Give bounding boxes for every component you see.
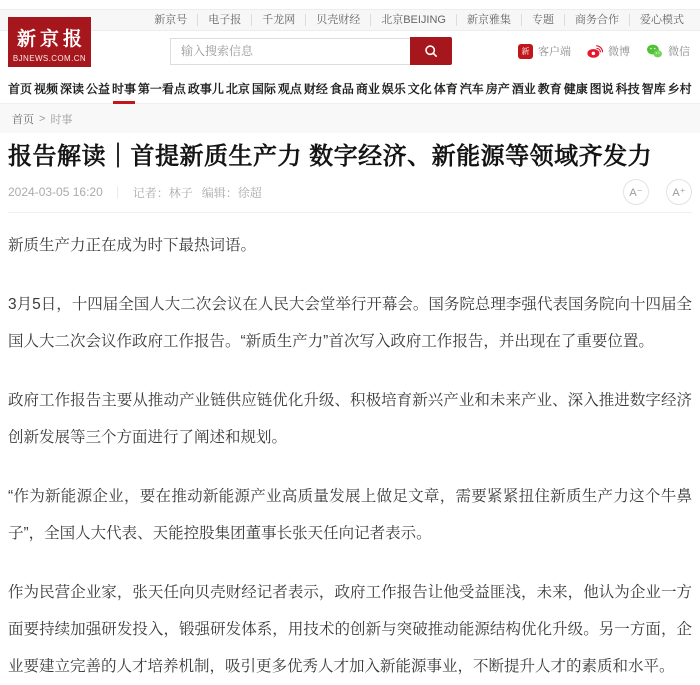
nav-item-liquor[interactable]: 酒业 [511,81,536,96]
nav-item-education[interactable]: 教育 [537,81,562,96]
search-input[interactable] [170,38,410,65]
nav-item-thinktank[interactable]: 智库 [641,81,666,96]
breadcrumb-current: 时事 [50,113,73,126]
article-body [8,227,692,685]
article-title: 报告解读｜首提新质生产力 数字经济、新能源等领域齐发力 [8,143,653,170]
wechat-link[interactable] [646,43,690,59]
site-logo-subtitle: BJNEWS.COM.CN [12,54,87,63]
nav-item-politics[interactable]: 政事儿 [187,81,224,96]
nav-item-sports[interactable]: 体育 [433,81,458,96]
nav-item-pictures[interactable]: 图说 [589,81,614,96]
topbar-link-beijing[interactable]: 北京BEIJING [370,14,456,26]
nav-item-home[interactable]: 首页 [8,81,33,96]
meta-divider [8,212,692,213]
site-logo[interactable] [8,17,91,67]
weibo-label: 微博 [608,46,630,58]
app-client-icon: 新 [518,44,533,59]
site-logo-title: 新京报 [16,29,86,50]
nav-item-culture[interactable]: 文化 [407,81,432,96]
topbar-link-business[interactable]: 商务合作 [564,14,629,26]
breadcrumb-home[interactable]: 首页 [12,113,34,126]
weibo-icon [587,43,603,59]
nav-item-current-affairs[interactable]: 时事 [111,81,136,96]
app-client-label: 客户端 [538,46,571,58]
article-paragraph: 新质生产力正在成为时下最热词语。 [8,237,257,254]
weibo-link[interactable] [587,43,630,59]
font-size-controls [623,179,692,205]
article-paragraph: 作为民营企业家，张天任向贝壳财经记者表示，政府工作报告让他受益匪浅，未来，他认为企业一方面要持续加强研发投入，锻强研发体系，用技术的创新与突破推动能源结构优化升级。另一方面，企业要建立完善的人才培养机制，吸引更多优秀人才加入新能源事业，不断提升人才的素质和水平。 [8,584,692,675]
nav-item-beijing[interactable]: 北京 [225,81,250,96]
topbar-link-care-mode[interactable]: 爱心模式 [629,14,694,26]
nav-item-tech[interactable]: 科技 [615,81,640,96]
nav-item-realestate[interactable]: 房产 [485,81,510,96]
topbar-link-zhuanti[interactable]: 专题 [521,14,564,26]
search-row [0,31,700,71]
article-content [0,142,700,685]
nav-item-rural[interactable]: 乡村 [667,81,692,96]
breadcrumb-separator: > [39,112,46,125]
article-meta [8,179,692,205]
nav-item-video[interactable]: 视频 [33,81,58,96]
app-client-link[interactable] [518,43,571,59]
wechat-icon [646,43,663,59]
nav-item-deepread[interactable]: 深读 [59,81,84,96]
nav-item-opinion[interactable]: 观点 [277,81,302,96]
nav-item-food[interactable]: 食品 [329,81,354,96]
nav-item-entertainment[interactable]: 娱乐 [381,81,406,96]
main-nav [0,73,700,103]
nav-item-finance[interactable]: 财经 [303,81,328,96]
nav-item-international[interactable]: 国际 [251,81,276,96]
topbar-link-yaji[interactable]: 新京雅集 [456,14,521,26]
topbar-link-xinjinghao[interactable]: 新京号 [154,14,188,26]
nav-item-commerce[interactable]: 商业 [355,81,380,96]
font-increase-button[interactable]: A⁺ [666,179,692,205]
article-reporter: 记者：林子 [132,185,193,200]
search-button[interactable] [410,37,452,65]
meta-separator: ｜ [111,185,124,200]
nav-item-first-look[interactable]: 第一看点 [137,81,186,96]
topbar-link-beike[interactable]: 贝壳财经 [305,14,370,26]
social-links [518,31,690,71]
topbar-link-epaper[interactable]: 电子报 [197,14,251,26]
wechat-label: 微信 [668,46,690,58]
breadcrumb [0,103,700,133]
topbar-link-qianlong[interactable]: 千龙网 [251,14,305,26]
nav-item-health[interactable]: 健康 [563,81,588,96]
topbar [0,9,700,31]
nav-item-auto[interactable]: 汽车 [459,81,484,96]
font-decrease-button[interactable]: A⁻ [623,179,649,205]
article-date: 2024-03-05 16:20 [8,185,103,199]
article-paragraph: “作为新能源企业，要在推动新能源产业高质量发展上做足文章，需要紧紧扭住新质生产力这个牛鼻子”，全国人大代表、天能控股集团董事长张天任向记者表示。 [8,488,692,542]
article-paragraph: 政府工作报告主要从推动产业链供应链优化升级、积极培育新兴产业和未来产业、深入推进数字经济创新发展等三个方面进行了阐述和规划。 [8,392,692,446]
article-editor: 编辑：徐超 [201,185,262,200]
nav-item-charity[interactable]: 公益 [85,81,110,96]
article-paragraph: 3月5日，十四届全国人大二次会议在人民大会堂举行开幕会。国务院总理李强代表国务院向十四届全国人大二次会议作政府工作报告。“新质生产力”首次写入政府工作报告，并出现在了重要位置。 [8,296,692,350]
news-page [0,9,700,685]
search-icon [423,43,439,59]
